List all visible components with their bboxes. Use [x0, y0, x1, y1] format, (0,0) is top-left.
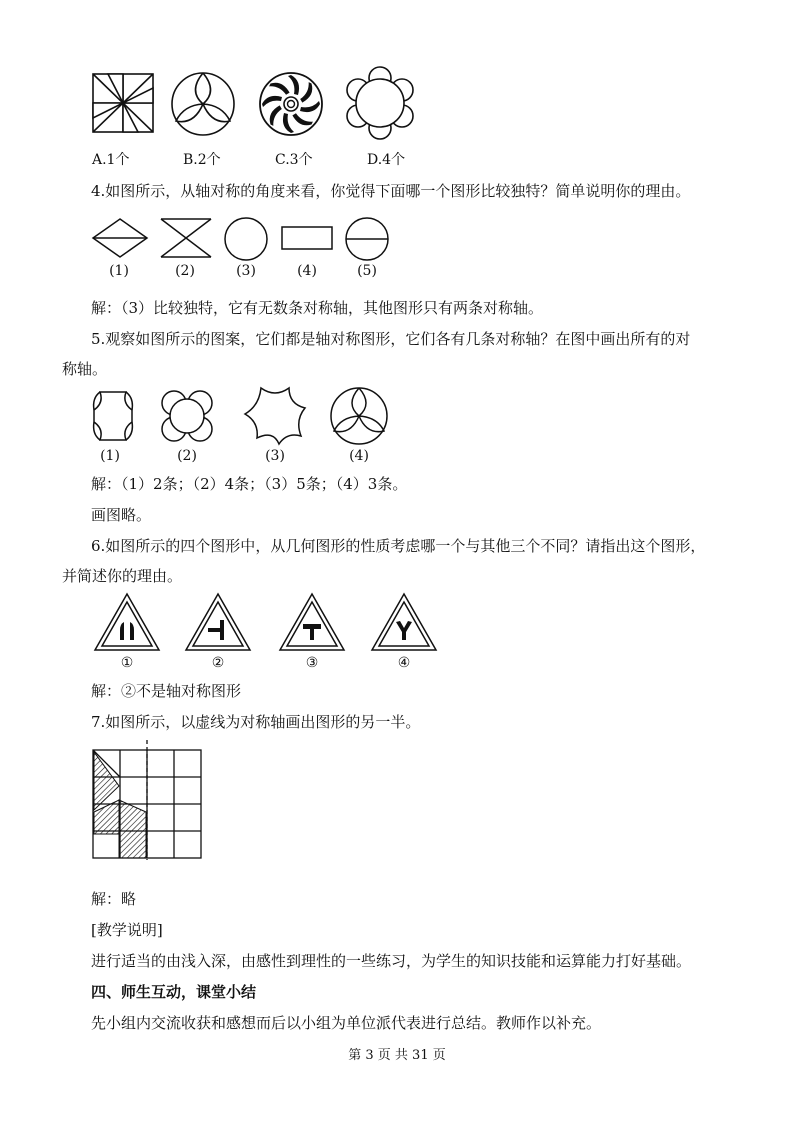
q5-figure-1 [92, 390, 134, 442]
q6-sign-3 [278, 592, 346, 652]
q4-label-3: (3) [236, 263, 256, 279]
teaching-text: 进行适当的由浅入深，由感性到理性的一些练习，为学生的知识技能和运算能力打好基础。 [91, 952, 692, 970]
q6-label-4: ④ [397, 655, 411, 671]
q4-circle-figure [224, 217, 268, 261]
q3-option-b: B.2个 [183, 152, 221, 168]
q4-half-circle-figure [345, 217, 389, 261]
q4-label-2: (2) [175, 263, 195, 279]
section4-text: 先小组内交流收获和感想而后以小组为单位派代表进行总结。教师作以补充。 [91, 1014, 602, 1032]
q5-answer-drawing: 画图略。 [91, 506, 152, 524]
q6-label-2: ② [211, 655, 225, 671]
circle-three-petal-figure [170, 71, 236, 137]
q6-answer: 解：②不是轴对称图形 [91, 682, 242, 700]
q7-grid-figure [92, 740, 204, 860]
q3-option-d: D.4个 [367, 152, 406, 168]
q5-label-1: (1) [100, 448, 120, 464]
q5-label-4: (4) [349, 448, 369, 464]
q6-label-3: ③ [305, 655, 319, 671]
pinwheel-figure [92, 73, 154, 133]
q7-answer: 解：略 [91, 890, 137, 908]
q6-question-line2: 并简述你的理由。 [62, 567, 183, 585]
q5-figure-2 [158, 388, 216, 444]
q6-question-line1: 6.如图所示的四个图形中，从几何图形的性质考虑哪一个与其他三个不同？请指出这个图形， [91, 537, 706, 555]
q4-label-4: (4) [297, 263, 317, 279]
q4-hourglass-figure [160, 218, 212, 258]
section4-heading: 四、师生互动，课堂小结 [91, 983, 257, 1001]
q5-question-line1: 5.观察如图所示的图案，它们都是轴对称图形，它们各有几条对称轴？在图中画出所有的对 [91, 330, 691, 348]
q4-diamond-figure [92, 218, 148, 258]
q5-label-2: (2) [177, 448, 197, 464]
q5-label-3: (3) [265, 448, 285, 464]
q4-label-1: (1) [109, 263, 129, 279]
q5-figure-3 [243, 386, 307, 446]
q6-sign-1 [93, 592, 161, 652]
q7-question: 7.如图所示，以虚线为对称轴画出图形的另一半。 [91, 713, 421, 731]
q4-label-5: (5) [357, 263, 377, 279]
q5-answer: 解：（1）2条；（2）4条；（3）5条；（4）3条。 [91, 475, 408, 493]
q4-rectangle-figure [281, 226, 333, 250]
q4-question: 4.如图所示，从轴对称的角度来看，你觉得下面哪一个图形比较独特？简单说明你的理由。 [91, 182, 691, 200]
q6-label-1: ① [120, 655, 134, 671]
teaching-label: [教学说明] [91, 921, 163, 939]
q3-option-a: A.1个 [92, 152, 130, 168]
q3-option-c: C.3个 [275, 152, 313, 168]
q5-figure-4 [329, 386, 389, 446]
flower-figure [345, 66, 415, 140]
q6-sign-2 [184, 592, 252, 652]
q4-answer: 解：（3）比较独特，它有无数条对称轴，其他图形只有两条对称轴。 [91, 299, 544, 317]
page-footer: 第 3 页 共 31 页 [348, 1048, 446, 1063]
swirl-circle-figure [258, 71, 324, 137]
q5-question-line2: 称轴。 [62, 360, 108, 378]
q6-sign-4 [370, 592, 438, 652]
